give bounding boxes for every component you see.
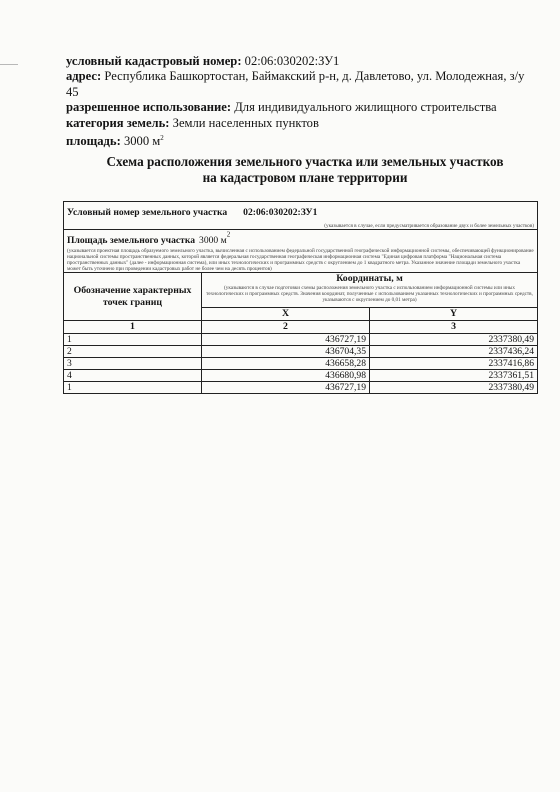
point-number: 3	[64, 357, 202, 369]
y-header: Y	[370, 308, 538, 321]
column-number-2: 2	[202, 321, 370, 334]
permitted-use-label: разрешенное использование	[66, 100, 227, 115]
x-coordinate: 436658,28	[202, 357, 370, 369]
plot-number-note: (указывается в случае, если предусматривается образование двух и более земельных участков)	[324, 223, 535, 229]
column-number-1: 1	[64, 321, 202, 334]
plot-number-row	[64, 202, 538, 230]
plot-area-exponent: 2	[226, 230, 231, 239]
permitted-use-value: Для индивидуального жилищного строительства	[234, 100, 497, 115]
area-label: площадь	[66, 134, 117, 149]
address-line: адрес: Республика Башкортостан, Баймакский р-н, д. Давлетово, ул. Молодежная, з/у 45	[66, 69, 525, 99]
column-number-row	[64, 321, 538, 334]
coordinates-header: Координаты, м	[336, 273, 403, 284]
y-coordinate: 2337380,49	[370, 333, 538, 345]
land-category-value: Земли населенных пунктов	[172, 115, 319, 130]
x-coordinate: 436704,35	[202, 345, 370, 357]
permitted-use-line: разрешенное использование: Для индивидуального жилищного строительства	[66, 100, 497, 115]
point-number: 4	[64, 369, 202, 381]
scan-artifact-line	[0, 64, 18, 65]
cadastral-number-line: условный кадастровый номер: 02:06:030202:ЗУ1	[66, 54, 340, 68]
designation-header: Обозначение характерных точек границ	[64, 273, 202, 321]
scheme-title	[80, 154, 530, 186]
y-coordinate: 2337436,24	[370, 345, 538, 357]
cadastral-number-label: условный кадастровый номер	[66, 54, 238, 68]
coords-header-row	[64, 273, 538, 308]
plot-area-value: 3000 м	[199, 235, 227, 246]
land-category-line: категория земель: Земли населенных пунктов	[66, 115, 319, 130]
plot-number-label: Условный номер земельного участка	[67, 207, 228, 218]
area-line: площадь: 3000 $м^2$	[66, 134, 164, 149]
x-coordinate: 436727,19	[202, 381, 370, 393]
y-coordinate: 2337361,51	[370, 369, 538, 381]
x-header: X	[202, 308, 370, 321]
table-row	[64, 333, 538, 345]
address-value: Республика Башкортостан, Баймакский р-н, д. Давлетово, ул. Молодежная, з/у 45	[66, 69, 525, 99]
x-coordinate: 436680,98	[202, 369, 370, 381]
point-number: 1	[64, 333, 202, 345]
point-number: 2	[64, 345, 202, 357]
scheme-title-line2: на кадастровом плане территории	[202, 170, 408, 185]
plot-area-row	[64, 230, 538, 273]
area-exponent: 2	[160, 134, 164, 143]
y-coordinate: 2337380,49	[370, 381, 538, 393]
table-row	[64, 345, 538, 357]
cadastral-number-value: 02:06:030202:ЗУ1	[244, 54, 340, 68]
column-number-3: 3	[370, 321, 538, 334]
land-category-label: категория земель	[66, 115, 166, 130]
table-row	[64, 357, 538, 369]
table-row	[64, 369, 538, 381]
plot-info-header	[66, 54, 536, 150]
y-coordinate: 2337416,86	[370, 357, 538, 369]
plot-number-value: 02:06:030202:ЗУ1	[243, 207, 318, 218]
plot-table	[63, 201, 537, 394]
area-value: 3000 м	[123, 134, 161, 149]
plot-area-note: (указывается проектная площадь образуемого земельного участка, вычисленная с использованием федеральной государственной географической информационной системы, обеспечивающей функционирование национальной системы пространственных данных, которой является федеральная государственная географическая информационная система "Единая цифровая платформа "Национальная система пространственных данных" (далее - информационная система), или иных технологических и программных средств с округлением до 1 квадратного метра. Указанное значение площади земельного участка может быть уточнено при проведении кадастровых работ не более чем на десять процентов)	[67, 248, 534, 272]
x-coordinate: 436727,19	[202, 333, 370, 345]
address-label: адрес	[66, 69, 98, 84]
point-number: 1	[64, 381, 202, 393]
scheme-title-line1: Схема расположения земельного участка или земельных участков	[106, 154, 504, 169]
coordinates-note: (указываются в случае подготовки схемы расположения земельного участка с использованием информационной системы или иных технологических и программных средств. Значения координат, полученные с использованием указанных технологических и программных средств, указываются с округлением до 0,01 метра)	[206, 284, 533, 303]
plot-area-label: Площадь земельного участка	[67, 235, 196, 246]
table-row	[64, 381, 538, 393]
